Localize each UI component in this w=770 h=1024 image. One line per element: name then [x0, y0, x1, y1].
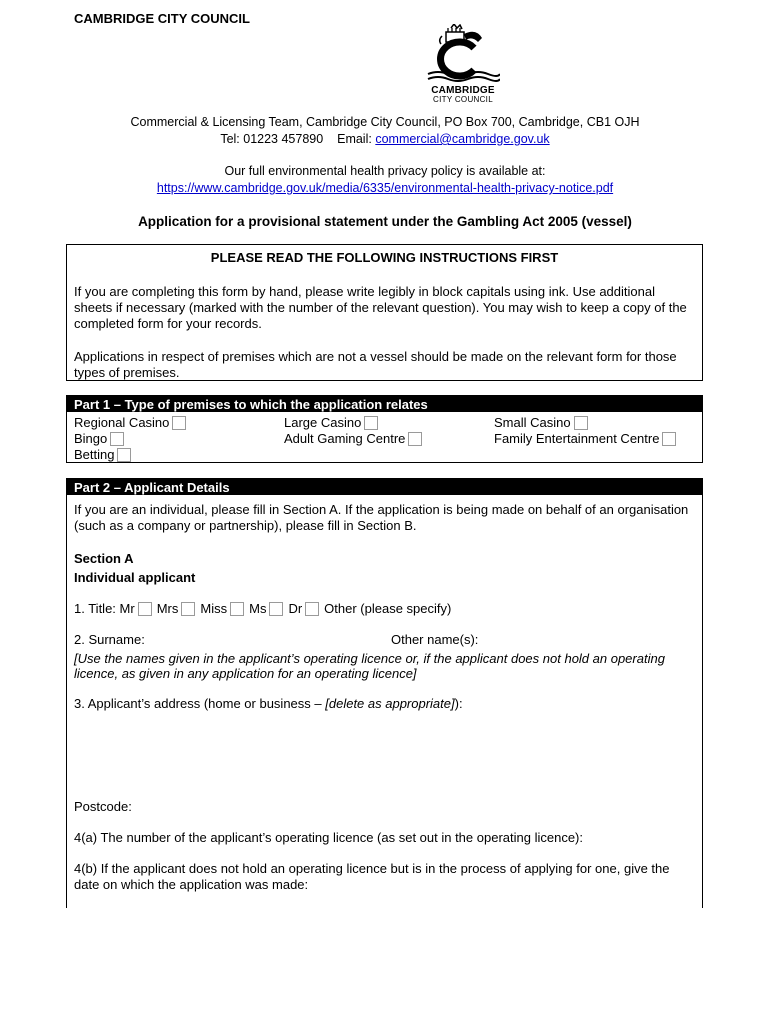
title-dr-checkbox[interactable] — [305, 602, 319, 616]
title-mr-label: Mr — [119, 601, 135, 616]
postcode-label: Postcode: — [74, 799, 132, 814]
option-small-casino — [494, 415, 588, 431]
instructions-para-2: Applications in respect of premises which are not a vessel should be made on the relevant form for those types of premises. — [74, 349, 677, 380]
council-header: CAMBRIDGE CITY COUNCIL — [74, 11, 250, 26]
family-entertainment-centre-checkbox[interactable] — [662, 432, 676, 446]
betting-checkbox[interactable] — [117, 448, 131, 462]
instructions-para-1: If you are completing this form by hand, please write legibly in block capitals using ink. Use additional sheets if necessary (marked with the number of the relevant question). You may wish to keep a copy of the completed form for your records. — [74, 284, 687, 331]
instructions-heading: PLEASE READ THE FOLLOWING INSTRUCTIONS FIRST — [210, 250, 559, 265]
option-large-casino — [284, 415, 378, 431]
option-label: Large Casino — [284, 415, 362, 430]
part2-box — [66, 478, 703, 908]
contact-address: Commercial & Licensing Team, Cambridge City Council, PO Box 700, Cambridge, CB1 OJH — [130, 115, 640, 129]
small-casino-checkbox[interactable] — [574, 416, 588, 430]
part1-heading: Part 1 – Type of premises to which the application relates — [67, 396, 702, 412]
tel-number: Tel: 01223 457890 — [220, 132, 324, 146]
title-mr-checkbox[interactable] — [138, 602, 152, 616]
title-ms-checkbox[interactable] — [269, 602, 283, 616]
large-casino-checkbox[interactable] — [364, 416, 378, 430]
names-note: [Use the names given in the applicant’s operating licence or, if the applicant does not hold an operating licence, as given in any application for an operating licence] — [74, 651, 665, 681]
regional-casino-checkbox[interactable] — [172, 416, 186, 430]
individual-applicant-heading: Individual applicant — [74, 570, 196, 585]
council-logo — [426, 24, 500, 106]
part2-heading: Part 2 – Applicant Details — [67, 479, 702, 495]
email-label: Email: — [337, 132, 372, 146]
address-label: 3. Applicant’s address (home or business – — [74, 696, 322, 711]
section-a-heading: Section A — [74, 551, 134, 566]
title-mrs-label: Mrs — [156, 601, 179, 616]
option-bingo — [74, 431, 124, 447]
title-row — [74, 601, 451, 617]
bingo-checkbox[interactable] — [110, 432, 124, 446]
title-label: 1. Title: — [74, 601, 116, 616]
other-names-label: Other name(s): — [391, 632, 479, 647]
option-regional-casino — [74, 415, 186, 431]
address-note: [delete as appropriate] — [325, 696, 455, 711]
option-adult-gaming-centre — [284, 431, 422, 447]
address-end: ): — [454, 696, 463, 711]
instructions-box — [66, 244, 703, 381]
title-dr-label: Dr — [288, 601, 303, 616]
option-label: Small Casino — [494, 415, 571, 430]
privacy-text: Our full environmental health privacy policy is available at: — [224, 164, 546, 178]
surname-label: 2. Surname: — [74, 632, 145, 647]
option-label: Adult Gaming Centre — [284, 431, 406, 446]
title-ms-label: Ms — [249, 601, 267, 616]
title-mrs-checkbox[interactable] — [181, 602, 195, 616]
part2-intro: If you are an individual, please fill in Section A. If the application is being made on behalf of an organisation (such as a company or partnership), please fill in Section B. — [74, 502, 689, 533]
address-question — [74, 696, 463, 712]
title-miss-checkbox[interactable] — [230, 602, 244, 616]
question-4b: 4(b) If the applicant does not hold an operating licence but is in the process of applying for one, give the date on which the application was made: — [74, 861, 670, 892]
contact-line — [0, 132, 770, 146]
option-label: Bingo — [74, 431, 108, 446]
title-other-label: Other (please specify) — [324, 601, 452, 616]
option-label: Family Entertainment Centre — [494, 431, 660, 446]
privacy-policy-link[interactable]: https://www.cambridge.gov.uk/media/6335/environmental-health-privacy-notice.pdf — [156, 181, 614, 195]
application-title: Application for a provisional statement under the Gambling Act 2005 (vessel) — [138, 214, 632, 229]
logo-name: CAMBRIDGE — [431, 85, 495, 96]
option-betting — [74, 447, 131, 463]
option-label: Betting — [74, 447, 115, 462]
option-family-entertainment-centre — [494, 431, 676, 447]
option-label: Regional Casino — [74, 415, 170, 430]
question-4a: 4(a) The number of the applicant’s operating licence (as set out in the operating licence): — [74, 830, 583, 845]
logo-subname: CITY COUNCIL — [433, 95, 493, 104]
email-link[interactable]: commercial@cambridge.gov.uk — [375, 132, 550, 146]
title-miss-label: Miss — [200, 601, 228, 616]
part1-box — [66, 395, 703, 463]
council-crest-icon — [426, 24, 500, 84]
adult-gaming-centre-checkbox[interactable] — [408, 432, 422, 446]
privacy-line — [0, 181, 770, 195]
